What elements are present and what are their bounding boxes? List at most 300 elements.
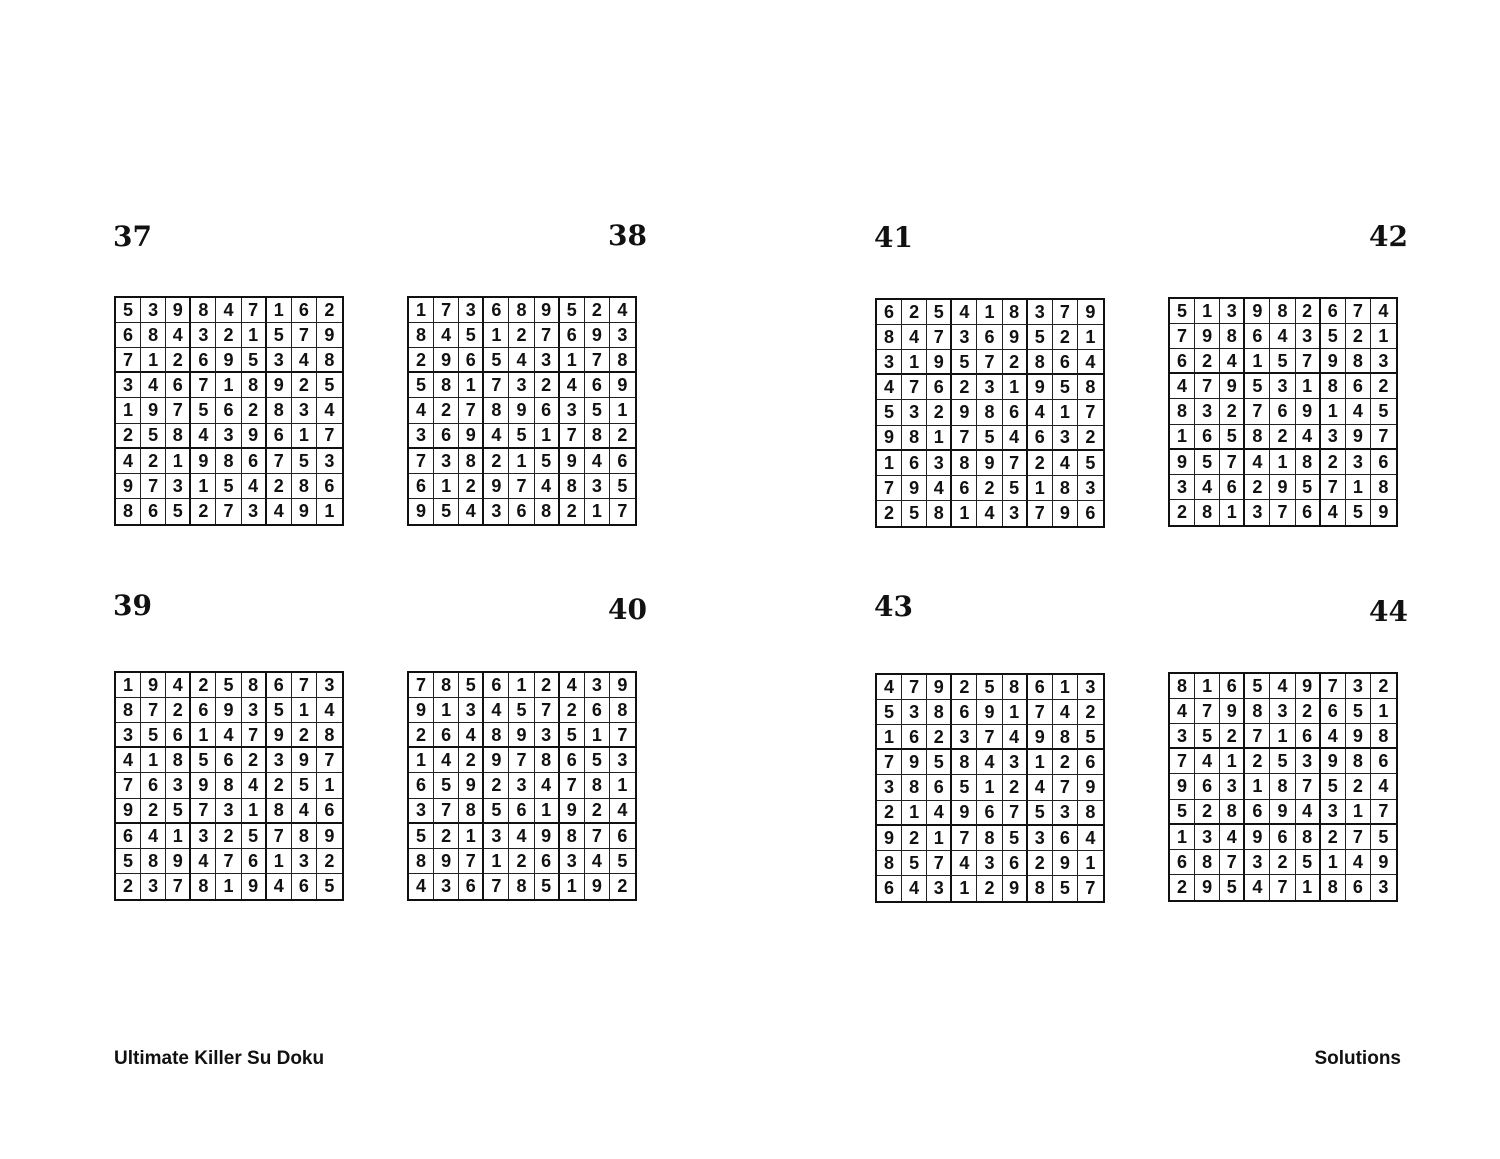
grid-cell: 2 — [459, 748, 484, 773]
grid-cell: 5 — [1053, 876, 1078, 901]
puzzle-number-44: 44 — [1369, 595, 1408, 628]
puzzle-number-38: 38 — [608, 219, 647, 252]
grid-cell: 3 — [317, 673, 342, 698]
grid-cell: 3 — [1220, 299, 1245, 324]
grid-cell: 7 — [216, 849, 241, 874]
grid-cell: 1 — [1220, 500, 1245, 525]
grid-cell: 9 — [242, 424, 267, 449]
grid-cell: 9 — [116, 474, 141, 499]
solution-grid-38 — [407, 296, 637, 526]
grid-cell: 5 — [610, 474, 635, 499]
grid-cell: 2 — [509, 323, 534, 348]
grid-cell: 2 — [1003, 350, 1028, 375]
grid-cell: 8 — [902, 426, 927, 451]
grid-cell: 1 — [324, 501, 335, 522]
grid-cell: 2 — [242, 748, 267, 773]
grid-cell: 7 — [166, 874, 191, 899]
grid-cell: 3 — [191, 824, 216, 849]
grid-cell: 1 — [1270, 724, 1295, 749]
grid-cell: 5 — [560, 298, 585, 323]
grid-cell: 5 — [952, 350, 977, 375]
grid-cell: 9 — [1270, 800, 1295, 825]
grid-cell: 6 — [977, 325, 1002, 350]
grid-cell: 3 — [1371, 349, 1396, 374]
grid-cell: 8 — [1003, 675, 1028, 700]
grid-cell: 2 — [1078, 700, 1103, 725]
grid-cell: 2 — [535, 673, 560, 698]
grid-cell: 3 — [560, 849, 585, 874]
grid-cell: 4 — [1245, 875, 1270, 900]
grid-cell: 7 — [1085, 878, 1096, 899]
grid-cell: 3 — [509, 373, 534, 398]
grid-cell: 2 — [927, 400, 952, 425]
grid-cell: 2 — [585, 298, 610, 323]
grid-cell: 6 — [902, 451, 927, 476]
grid-cell: 8 — [1195, 850, 1220, 875]
section-title: Solutions — [1314, 1048, 1401, 1069]
grid-cell: 8 — [1028, 350, 1053, 375]
grid-cell: 4 — [977, 750, 1002, 775]
grid-cell: 6 — [1003, 400, 1028, 425]
grid-cell: 6 — [267, 673, 292, 698]
grid-cell: 7 — [1195, 374, 1220, 399]
grid-cell: 9 — [166, 849, 191, 874]
grid-cell: 3 — [610, 323, 635, 348]
grid-cell: 8 — [459, 449, 484, 474]
grid-cell: 9 — [191, 449, 216, 474]
grid-cell: 9 — [141, 673, 166, 698]
grid-cell: 9 — [585, 323, 610, 348]
grid-cell: 4 — [1170, 374, 1195, 399]
grid-cell: 7 — [216, 499, 241, 524]
grid-cell: 3 — [292, 849, 317, 874]
grid-cell: 3 — [1220, 774, 1245, 799]
grid-cell: 2 — [1170, 875, 1195, 900]
grid-cell: 8 — [459, 799, 484, 824]
puzzle-number-42: 42 — [1369, 220, 1408, 253]
grid-cell: 7 — [902, 375, 927, 400]
grid-cell: 6 — [409, 773, 434, 798]
grid-cell: 7 — [292, 673, 317, 698]
grid-cell: 5 — [324, 876, 335, 897]
grid-cell: 4 — [560, 673, 585, 698]
grid-cell: 7 — [1346, 825, 1371, 850]
grid-cell: 2 — [610, 424, 635, 449]
grid-cell: 4 — [977, 501, 1002, 526]
grid-cell: 2 — [560, 499, 585, 524]
grid-cell: 6 — [292, 298, 317, 323]
grid-cell: 1 — [585, 499, 610, 524]
grid-cell: 1 — [952, 501, 977, 526]
grid-cell: 3 — [191, 323, 216, 348]
grid-cell: 5 — [409, 373, 434, 398]
grid-cell: 9 — [1028, 375, 1053, 400]
grid-cell: 3 — [216, 424, 241, 449]
grid-cell: 2 — [166, 348, 191, 373]
grid-cell: 9 — [1378, 502, 1389, 523]
grid-cell: 4 — [1346, 399, 1371, 424]
grid-cell: 8 — [1371, 475, 1396, 500]
grid-cell: 8 — [902, 775, 927, 800]
grid-cell: 4 — [317, 698, 342, 723]
grid-cell: 4 — [1346, 850, 1371, 875]
grid-cell: 2 — [1296, 699, 1321, 724]
grid-cell: 1 — [116, 398, 141, 423]
grid-cell: 1 — [560, 874, 585, 899]
grid-cell: 5 — [166, 799, 191, 824]
grid-cell: 5 — [292, 773, 317, 798]
grid-cell: 6 — [116, 824, 141, 849]
grid-cell: 8 — [1270, 774, 1295, 799]
grid-cell: 5 — [1170, 299, 1195, 324]
grid-cell: 1 — [1028, 476, 1053, 501]
grid-cell: 6 — [1371, 749, 1396, 774]
grid-cell: 6 — [1371, 450, 1396, 475]
grid-cell: 5 — [242, 824, 267, 849]
grid-cell: 1 — [1170, 425, 1195, 450]
grid-cell: 3 — [1195, 399, 1220, 424]
grid-cell: 7 — [166, 398, 191, 423]
grid-cell: 7 — [1078, 400, 1103, 425]
grid-cell: 9 — [1270, 475, 1295, 500]
grid-cell: 3 — [317, 449, 342, 474]
grid-cell: 5 — [509, 698, 534, 723]
grid-cell: 6 — [535, 849, 560, 874]
grid-cell: 5 — [1270, 349, 1295, 374]
grid-cell: 1 — [877, 725, 902, 750]
grid-cell: 7 — [409, 673, 434, 698]
grid-cell: 8 — [141, 849, 166, 874]
grid-cell: 4 — [484, 698, 509, 723]
grid-cell: 5 — [1371, 825, 1396, 850]
grid-cell: 8 — [116, 499, 141, 524]
grid-cell: 6 — [535, 398, 560, 423]
grid-cell: 2 — [1170, 500, 1195, 525]
grid-cell: 4 — [409, 398, 434, 423]
grid-cell: 1 — [409, 298, 434, 323]
grid-cell: 7 — [317, 748, 342, 773]
grid-cell: 7 — [927, 325, 952, 350]
grid-cell: 9 — [1078, 775, 1103, 800]
grid-cell: 2 — [1028, 851, 1053, 876]
grid-cell: 3 — [459, 698, 484, 723]
grid-cell: 8 — [877, 851, 902, 876]
grid-cell: 3 — [1321, 425, 1346, 450]
grid-cell: 4 — [1003, 426, 1028, 451]
book-title: Ultimate Killer Su Doku — [114, 1048, 325, 1069]
grid-cell: 4 — [877, 375, 902, 400]
grid-cell: 7 — [1371, 425, 1396, 450]
grid-cell: 4 — [610, 799, 635, 824]
grid-cell: 6 — [585, 698, 610, 723]
grid-cell: 9 — [1245, 299, 1270, 324]
grid-cell: 6 — [560, 323, 585, 348]
grid-cell: 6 — [292, 874, 317, 899]
grid-cell: 5 — [927, 750, 952, 775]
grid-cell: 8 — [267, 398, 292, 423]
grid-cell: 9 — [409, 499, 434, 524]
grid-cell: 5 — [116, 849, 141, 874]
grid-cell: 9 — [116, 799, 141, 824]
grid-cell: 8 — [484, 723, 509, 748]
grid-cell: 5 — [1220, 425, 1245, 450]
grid-cell: 8 — [1053, 476, 1078, 501]
solution-grid-44 — [1168, 672, 1398, 902]
grid-cell: 9 — [141, 398, 166, 423]
grid-cell: 8 — [560, 474, 585, 499]
grid-cell: 1 — [952, 876, 977, 901]
grid-cell: 2 — [877, 501, 902, 526]
grid-cell: 5 — [267, 698, 292, 723]
grid-cell: 9 — [317, 824, 342, 849]
grid-cell: 5 — [1245, 374, 1270, 399]
solution-grid-41 — [875, 298, 1105, 528]
grid-cell: 8 — [434, 373, 459, 398]
grid-cell: 4 — [1195, 749, 1220, 774]
grid-cell: 6 — [1170, 850, 1195, 875]
grid-cell: 8 — [1003, 300, 1028, 325]
grid-cell: 4 — [1078, 350, 1103, 375]
grid-cell: 9 — [1321, 749, 1346, 774]
grid-cell: 2 — [902, 300, 927, 325]
grid-cell: 1 — [434, 474, 459, 499]
grid-cell: 8 — [1346, 749, 1371, 774]
grid-cell: 5 — [216, 474, 241, 499]
grid-cell: 8 — [927, 700, 952, 725]
grid-cell: 9 — [877, 826, 902, 851]
grid-cell: 6 — [1296, 724, 1321, 749]
grid-cell: 8 — [1321, 374, 1346, 399]
grid-cell: 2 — [292, 723, 317, 748]
grid-cell: 6 — [509, 799, 534, 824]
grid-cell: 9 — [1170, 774, 1195, 799]
grid-cell: 7 — [560, 773, 585, 798]
grid-cell: 5 — [434, 773, 459, 798]
grid-cell: 3 — [535, 348, 560, 373]
grid-cell: 3 — [509, 773, 534, 798]
grid-cell: 7 — [1053, 300, 1078, 325]
grid-cell: 4 — [116, 449, 141, 474]
grid-cell: 4 — [1170, 699, 1195, 724]
grid-cell: 6 — [1003, 851, 1028, 876]
grid-cell: 8 — [317, 348, 342, 373]
grid-cell: 1 — [434, 698, 459, 723]
grid-cell: 5 — [409, 824, 434, 849]
grid-cell: 5 — [1346, 699, 1371, 724]
grid-cell: 7 — [141, 698, 166, 723]
grid-cell: 1 — [902, 350, 927, 375]
grid-cell: 4 — [242, 474, 267, 499]
grid-cell: 2 — [1321, 450, 1346, 475]
grid-cell: 4 — [560, 373, 585, 398]
grid-cell: 6 — [952, 700, 977, 725]
grid-cell: 9 — [509, 398, 534, 423]
grid-cell: 7 — [1371, 800, 1396, 825]
grid-cell: 1 — [877, 451, 902, 476]
grid-cell: 1 — [141, 748, 166, 773]
grid-cell: 9 — [1245, 825, 1270, 850]
grid-cell: 5 — [977, 675, 1002, 700]
grid-cell: 8 — [1346, 349, 1371, 374]
grid-cell: 5 — [484, 348, 509, 373]
grid-cell: 4 — [535, 773, 560, 798]
grid-cell: 9 — [1321, 349, 1346, 374]
grid-cell: 1 — [409, 748, 434, 773]
grid-cell: 6 — [1220, 674, 1245, 699]
grid-cell: 4 — [1321, 500, 1346, 525]
grid-cell: 1 — [509, 673, 534, 698]
grid-cell: 9 — [434, 348, 459, 373]
grid-cell: 5 — [1078, 451, 1103, 476]
grid-cell: 6 — [1321, 699, 1346, 724]
grid-cell: 7 — [902, 675, 927, 700]
grid-cell: 5 — [1170, 800, 1195, 825]
grid-cell: 2 — [116, 874, 141, 899]
grid-cell: 4 — [902, 325, 927, 350]
grid-cell: 3 — [1270, 374, 1295, 399]
grid-cell: 7 — [484, 874, 509, 899]
grid-cell: 7 — [459, 849, 484, 874]
grid-cell: 4 — [1270, 674, 1295, 699]
grid-cell: 7 — [617, 501, 628, 522]
grid-cell: 4 — [216, 723, 241, 748]
grid-cell: 2 — [1296, 299, 1321, 324]
grid-cell: 5 — [560, 723, 585, 748]
grid-cell: 7 — [141, 474, 166, 499]
grid-cell: 2 — [902, 826, 927, 851]
grid-cell: 6 — [484, 673, 509, 698]
grid-cell: 1 — [1003, 375, 1028, 400]
grid-cell: 5 — [877, 400, 902, 425]
solution-grid-43 — [875, 673, 1105, 903]
grid-cell: 1 — [1028, 750, 1053, 775]
grid-cell: 2 — [484, 773, 509, 798]
grid-cell: 3 — [977, 375, 1002, 400]
grid-cell: 7 — [1321, 674, 1346, 699]
grid-cell: 3 — [409, 799, 434, 824]
grid-cell: 8 — [242, 673, 267, 698]
grid-cell: 1 — [216, 874, 241, 899]
grid-cell: 5 — [1321, 324, 1346, 349]
grid-cell: 1 — [535, 799, 560, 824]
grid-cell: 9 — [484, 474, 509, 499]
grid-cell: 9 — [952, 801, 977, 826]
grid-cell: 1 — [1078, 851, 1103, 876]
grid-cell: 3 — [1003, 501, 1028, 526]
grid-cell: 7 — [509, 748, 534, 773]
grid-cell: 1 — [1371, 324, 1396, 349]
grid-cell: 1 — [1195, 299, 1220, 324]
grid-cell: 3 — [116, 723, 141, 748]
grid-cell: 2 — [317, 298, 342, 323]
grid-cell: 6 — [116, 323, 141, 348]
grid-cell: 1 — [977, 775, 1002, 800]
grid-cell: 3 — [610, 748, 635, 773]
grid-cell: 3 — [1078, 476, 1103, 501]
grid-cell: 7 — [1028, 700, 1053, 725]
grid-cell: 9 — [1170, 450, 1195, 475]
grid-cell: 9 — [927, 350, 952, 375]
grid-cell: 3 — [952, 325, 977, 350]
grid-cell: 8 — [1078, 801, 1103, 826]
grid-cell: 1 — [1245, 349, 1270, 374]
grid-cell: 3 — [1053, 426, 1078, 451]
grid-cell: 1 — [484, 849, 509, 874]
grid-cell: 3 — [267, 748, 292, 773]
grid-cell: 8 — [509, 298, 534, 323]
grid-cell: 5 — [242, 348, 267, 373]
grid-cell: 6 — [1245, 800, 1270, 825]
grid-cell: 6 — [1078, 750, 1103, 775]
grid-cell: 3 — [409, 424, 434, 449]
grid-cell: 1 — [267, 298, 292, 323]
grid-cell: 9 — [535, 824, 560, 849]
grid-cell: 7 — [1003, 801, 1028, 826]
grid-cell: 6 — [1346, 875, 1371, 900]
grid-cell: 3 — [585, 673, 610, 698]
grid-cell: 7 — [1220, 450, 1245, 475]
solution-grid-39 — [114, 671, 344, 901]
grid-cell: 6 — [242, 449, 267, 474]
grid-cell: 5 — [459, 323, 484, 348]
grid-cell: 5 — [1296, 850, 1321, 875]
grid-cell: 8 — [1195, 500, 1220, 525]
grid-cell: 8 — [1245, 699, 1270, 724]
grid-cell: 9 — [216, 348, 241, 373]
grid-cell: 1 — [242, 799, 267, 824]
grid-cell: 4 — [952, 851, 977, 876]
grid-cell: 9 — [216, 698, 241, 723]
grid-cell: 3 — [1321, 800, 1346, 825]
grid-cell: 1 — [1053, 675, 1078, 700]
grid-cell: 7 — [317, 424, 342, 449]
grid-cell: 4 — [1053, 451, 1078, 476]
grid-cell: 7 — [484, 373, 509, 398]
grid-cell: 2 — [409, 723, 434, 748]
grid-cell: 1 — [1321, 850, 1346, 875]
grid-cell: 4 — [292, 348, 317, 373]
grid-cell: 7 — [409, 449, 434, 474]
grid-cell: 8 — [141, 323, 166, 348]
grid-cell: 8 — [585, 424, 610, 449]
grid-cell: 6 — [434, 424, 459, 449]
grid-cell: 3 — [484, 824, 509, 849]
grid-cell: 5 — [977, 426, 1002, 451]
grid-cell: 7 — [560, 424, 585, 449]
grid-cell: 3 — [1003, 750, 1028, 775]
grid-cell: 9 — [317, 323, 342, 348]
grid-cell: 8 — [409, 323, 434, 348]
grid-cell: 8 — [1170, 674, 1195, 699]
grid-cell: 7 — [434, 799, 459, 824]
grid-cell: 4 — [1245, 450, 1270, 475]
grid-cell: 4 — [535, 474, 560, 499]
grid-cell: 3 — [434, 874, 459, 899]
grid-cell: 8 — [191, 874, 216, 899]
grid-cell: 1 — [484, 323, 509, 348]
grid-cell: 4 — [585, 449, 610, 474]
grid-cell: 5 — [509, 424, 534, 449]
grid-cell: 8 — [977, 400, 1002, 425]
grid-cell: 3 — [902, 700, 927, 725]
grid-cell: 9 — [535, 298, 560, 323]
grid-cell: 9 — [1003, 325, 1028, 350]
grid-cell: 7 — [267, 449, 292, 474]
grid-cell: 6 — [877, 300, 902, 325]
grid-cell: 2 — [1028, 451, 1053, 476]
grid-cell: 2 — [617, 876, 628, 897]
grid-cell: 8 — [1296, 450, 1321, 475]
